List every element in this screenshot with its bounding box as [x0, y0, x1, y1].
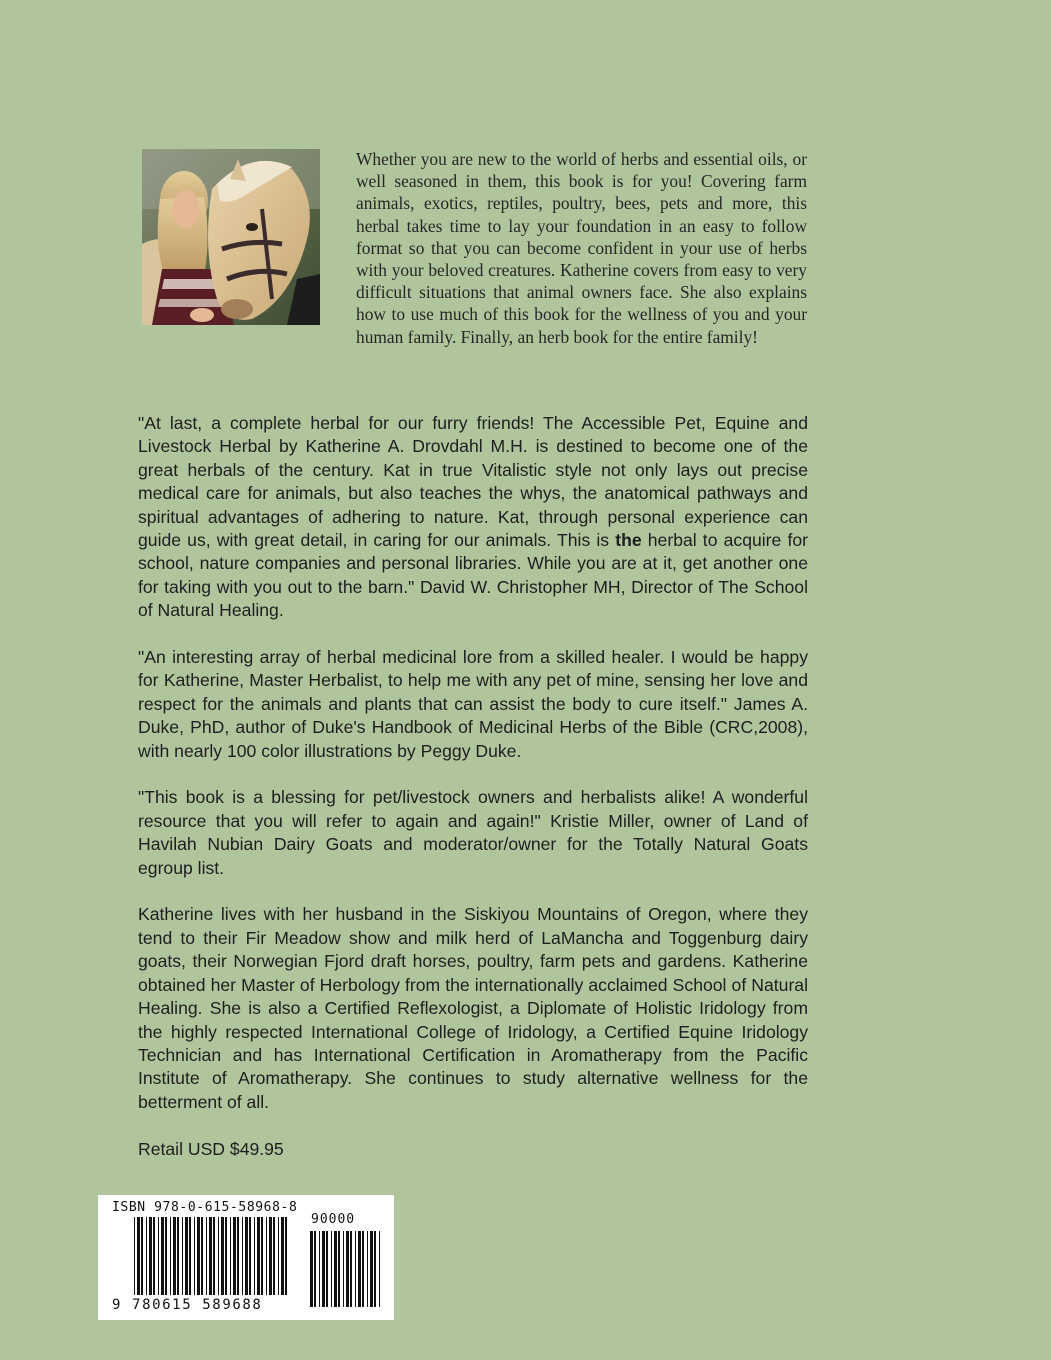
barcode-bar — [170, 1217, 171, 1295]
barcode-bar — [194, 1217, 195, 1295]
barcode-bar — [225, 1217, 227, 1295]
barcode-bar — [177, 1217, 179, 1295]
ean-digits: 9 780615 589688 — [112, 1297, 263, 1313]
review-christopher — [138, 412, 808, 623]
barcode-bar — [338, 1231, 340, 1307]
barcode-bar — [230, 1217, 231, 1295]
barcode-bar — [173, 1217, 176, 1295]
barcode-bar — [269, 1217, 272, 1295]
barcode-bar — [273, 1217, 275, 1295]
barcode-bar — [367, 1231, 368, 1307]
barcode-bar — [134, 1217, 135, 1295]
barcode-bar — [153, 1217, 155, 1295]
barcode-bar — [249, 1217, 251, 1295]
barcode-bar — [218, 1217, 219, 1295]
barcode-bar — [233, 1217, 236, 1295]
barcode-bar — [182, 1217, 183, 1295]
barcode-bar — [278, 1217, 279, 1295]
barcode-bar — [326, 1231, 328, 1307]
barcode-bar — [350, 1231, 352, 1307]
barcode-bar — [201, 1217, 203, 1295]
barcode-bar — [137, 1217, 140, 1295]
review-duke: "An interesting array of herbal medicinal lore from a skilled healer. I would be happy for Katherine, Master Herbalist, to help me with any pet of mine, sensing her love and respect for the animals and plants that can assist the body to cure itself." James A. Duke, PhD, author of Duke's Handbook of Medicinal Herbs of the Bible (CRC,2008), with nearly 100 color illustrations by Peggy Duke. — [138, 647, 808, 761]
author-photo — [142, 149, 320, 325]
barcode-bar — [221, 1217, 224, 1295]
barcode-bar — [379, 1231, 380, 1307]
barcode-bar — [319, 1231, 320, 1307]
barcode-bar — [206, 1217, 207, 1295]
barcode-bar — [146, 1217, 147, 1295]
author-with-horse-photo-icon — [142, 149, 320, 325]
barcode-bar — [314, 1231, 316, 1307]
barcode-bar — [285, 1217, 287, 1295]
review-christopher-emphasis: the — [615, 530, 642, 551]
barcode-bar — [310, 1231, 313, 1307]
price-addon-digits: 90000 — [311, 1212, 356, 1227]
barcode-bar — [161, 1217, 164, 1295]
back-cover-body — [138, 412, 808, 1184]
barcode-bar — [343, 1231, 344, 1307]
barcode-bar — [281, 1217, 284, 1295]
review-christopher-text-start: "At last, a complete herbal for our furry friends! The Accessible Pet, Equine and Livestock Herbal by Katherine A. Drovdahl M.H. is destined to become one of the great herbals of the century. Kat in true Vitalistic style not only lays out precise medical care for animals, but also teaches the whys, the anatomical pathways and spiritual advantages of adhering to nature. Kat, through personal experience can guide us, with great detail, in caring for our animals. This is — [138, 413, 808, 551]
barcode-bar — [185, 1217, 188, 1295]
barcode-bar — [261, 1217, 263, 1295]
barcode-bar — [165, 1217, 167, 1295]
barcode-bar — [189, 1217, 191, 1295]
barcode-bar — [257, 1217, 260, 1295]
barcode-bar — [158, 1217, 159, 1295]
barcode-bar — [209, 1217, 212, 1295]
barcode-bar — [331, 1231, 332, 1307]
barcode-bar — [245, 1217, 248, 1295]
barcode-bar — [213, 1217, 215, 1295]
barcode-bar — [358, 1231, 361, 1307]
barcode-bar — [346, 1231, 349, 1307]
barcode-bar — [355, 1231, 356, 1307]
barcode-bar — [254, 1217, 255, 1295]
author-bio: Katherine lives with her husband in the Siskiyou Mountains of Oregon, where they tend to their Fir Meadow show and milk herd of LaMancha and Toggenburg dairy goats, their Norwegian Fjord draft horses, poultry, farm pets and gardens. Katherine obtained her Master of Herbology from the internationally acclaimed School of Natural Healing. She is also a Certified Reflexologist, a Diplomate of Holistic Iridology from the highly respected International College of Iridology, a Certified Equine Iridology Technician and has International Certification in Aromatherapy from the Pacific Institute of Aromatherapy. She continues to study alternative wellness for the betterment of all. — [138, 904, 808, 1112]
barcode-bar — [334, 1231, 337, 1307]
barcode-bar — [370, 1231, 373, 1307]
isbn-label: ISBN 978-0-615-58968-8 — [112, 1200, 298, 1215]
barcode-bar — [197, 1217, 200, 1295]
barcode-bar — [362, 1231, 364, 1307]
barcode-bar — [149, 1217, 152, 1295]
review-miller: "This book is a blessing for pet/livestock owners and herbalists alike! A wonderful resource that you will refer to again and again!" Kristie Miller, owner of Land of Havilah Nubian Dairy Goats and moderator/owner for the Totally Natural Goats egroup list. — [138, 787, 808, 878]
barcode-bar — [237, 1217, 239, 1295]
barcode-bar — [242, 1217, 243, 1295]
barcode-bar — [374, 1231, 376, 1307]
barcode-bar — [141, 1217, 143, 1295]
barcode-bar — [322, 1231, 325, 1307]
retail-price: Retail USD $49.95 — [138, 1138, 284, 1159]
review-christopher-text-end: herbal to acquire for school, nature companies and personal libraries. While you are at it, get another one for taking with you out to the barn." David W. Christopher MH, Director of The School of Natural Healing. — [138, 530, 808, 621]
intro-paragraph: Whether you are new to the world of herbs and essential oils, or well seasoned in them, this book is for you! Covering farm animals, exotics, reptiles, poultry, bees, pets and more, this herbal takes time to lay your foundation in an easy to follow format so that you can become confident in your use of herbs with your beloved creatures. Katherine covers from easy to very difficult situations that animal owners face. She also explains how to use much of this book for the wellness of you and your human family. Finally, an herb book for the entire family! — [356, 149, 807, 347]
isbn-barcode — [98, 1195, 394, 1320]
barcode-bar — [266, 1217, 267, 1295]
